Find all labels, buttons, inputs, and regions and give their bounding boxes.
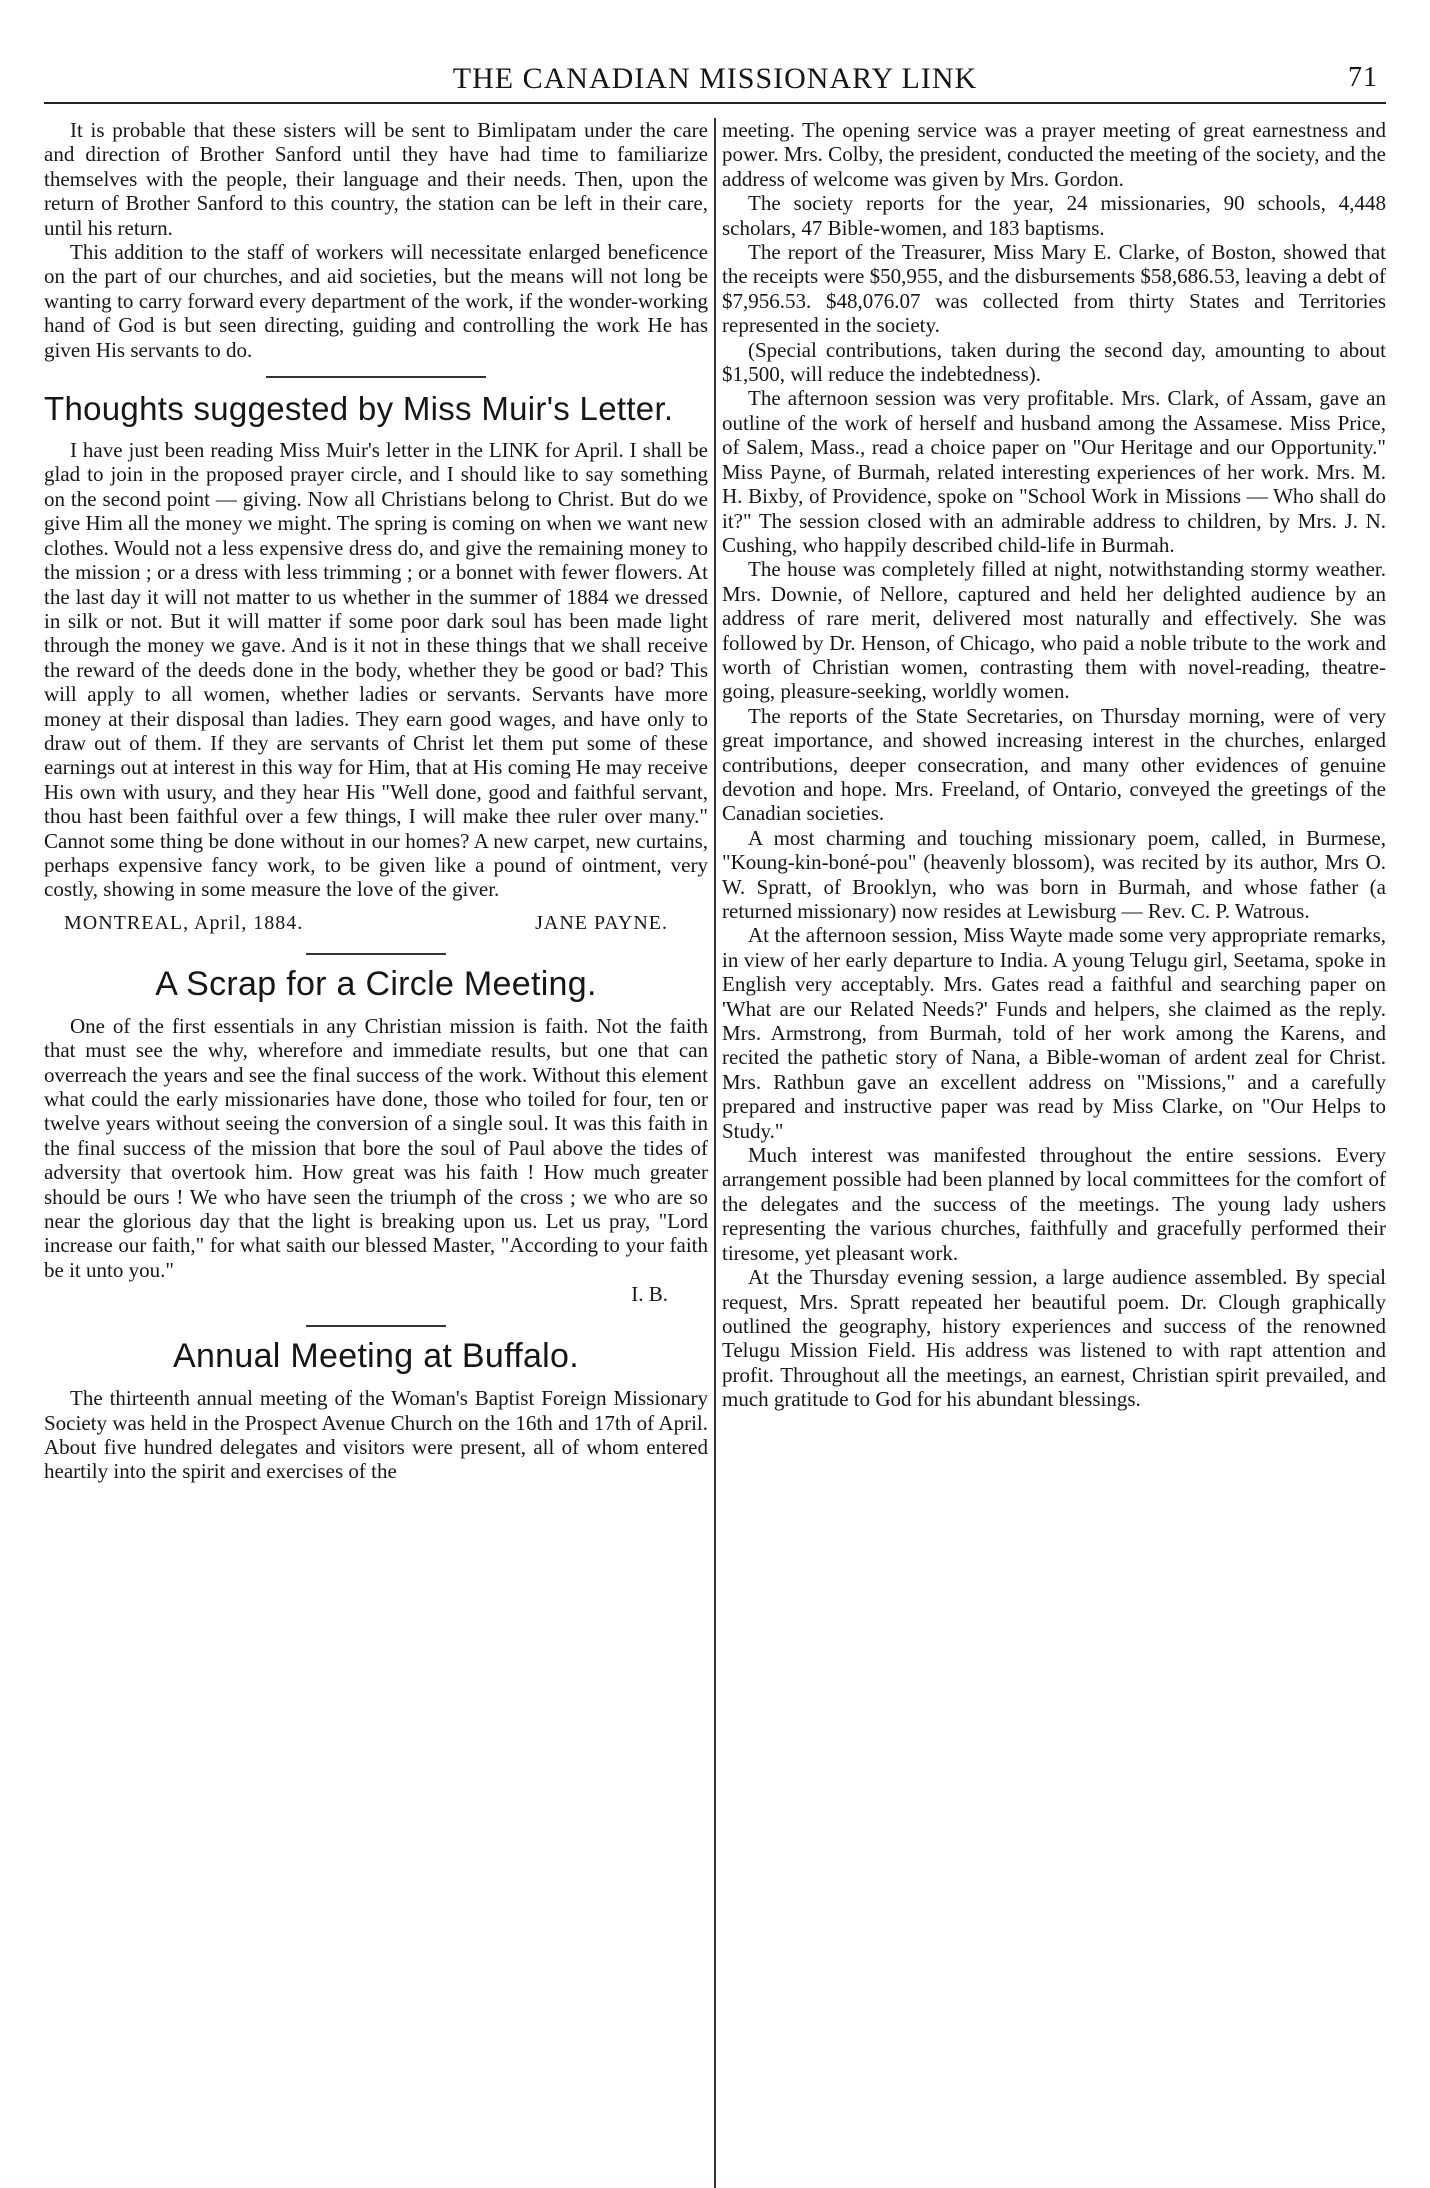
page-header <box>44 62 1386 104</box>
annual-meeting-title: Annual Meeting at Buffalo. <box>172 1337 579 1376</box>
scrap-article-body: One of the first essentials in any Christian mission is faith. Not the faith that must see the why, wherefore and immediate results, but one that can overreach the years and see the final success of the work. Without this element what could the early missionaries have done, those who toiled for four, ten or twelve years without seeing the conversion of a single soul. It was this faith in the final success of the mission that bore the soul of Paul above the tides of adversity that overtook him. How great was his faith ! How much greater should be ours ! We who have seen the triumph of the cross ; we who are so near the glorious day that the light is breaking upon us. Let us pray, "Lord increase our faith," for what saith our blessed Master, "According to your faith be it unto you." <box>44 1013 708 1282</box>
page-number: 71 <box>1348 62 1378 93</box>
annual-meeting-body: The thirteenth annual meeting of the Woman's Baptist Foreign Missionary Society was held in the Prospect Avenue Church on the 16th and 17th of April. About five hundred delegates and visitors were present, all of whom entered heartily into the spirit and exercises of the <box>44 1386 708 1484</box>
scrap-article-title: A Scrap for a Circle Meeting. <box>155 964 597 1003</box>
report-paragraph-2: The society reports for the year, 24 missionaries, 90 schools, 4,448 scholars, 47 Bible-women, and 183 baptisms. <box>722 191 1386 240</box>
section-divider <box>266 376 486 378</box>
thoughts-author: JANE PAYNE. <box>535 911 668 934</box>
report-paragraph-6: The house was completely filled at night, notwithstanding stormy weather. Mrs. Downie, of Nellore, captured and held her delighted audience by an address of rare merit, delivered most naturally and effectively. She was followed by Dr. Henson, of Chicago, who paid a noble tribute to the work and worth of Christian women, contrasting them with novel-reading, theatre-going, pleasure-seeking, worldly women. <box>722 557 1386 704</box>
right-column <box>722 118 1386 2188</box>
scrap-author: I. B. <box>631 1282 668 1307</box>
scrap-signature <box>44 1282 708 1307</box>
thoughts-place-date: MONTREAL, April, 1884. <box>64 911 304 934</box>
thoughts-article-title: Thoughts suggested by Miss Muir's Letter. <box>44 390 674 428</box>
column-rule <box>714 118 716 2188</box>
report-paragraph-7: The reports of the State Secretaries, on Thursday morning, were of very great importance, and showed increasing interest in the churches, enlarged contributions, deeper consecration, and many other evidences of genuine devotion and hope. Mrs. Freeland, of Ontario, conveyed the greetings of the Canadian societies. <box>722 703 1386 826</box>
thoughts-article-body: I have just been reading Miss Muir's letter in the LINK for April. I shall be glad to join in the proposed prayer circle, and I should like to say something on the second point — giving. Now all Christians belong to Christ. But do we give Him all the money we might. The spring is coming on when we want new clothes. Would not a less expensive dress do, and give the remaining money to the mission ; or a dress with less trimming ; or a bonnet with fewer flowers. At the last day it will not matter to us whether in the summer of 1884 we dressed in silk or not. But it will matter if some poor dark soul has been made light through the money we gave. And is it not in these things that we shall receive the reward of the deeds done in the body, whether they be good or bad? This will apply to all women, whether ladies or servants. Servants have more money at their disposal than ladies. They earn good wages, and have only to draw out of them. If they are servants of Christ let them put some of these earnings out at interest in this way for Him, that at His coming He may receive His own with usury, and they hear His "Well done, good and faithful servant, thou hast been faithful over a few things, I will make thee ruler over many." Cannot some thing be done without in our homes? A new carpet, new curtains, perhaps expensive fancy work, to be given like a pound of ointment, very costly, showing in some measure the love of the giver. <box>44 438 708 902</box>
intro-paragraph-1: It is probable that these sisters will be sent to Bimlipatam under the care and direction of Brother Sanford until they have had time to familiarize themselves with the people, their language and their needs. Then, upon the return of Brother Sanford to this country, the station can be left in their care, until his return. <box>44 118 708 240</box>
report-paragraph-3: The report of the Treasurer, Miss Mary E. Clarke, of Boston, showed that the receipts were $50,955, and the disbursements $58,686.53, leaving a debt of $7,956.53. $48,076.07 was collected from thirty States and Territories represented in the society. <box>722 240 1386 338</box>
intro-paragraph-2: This addition to the staff of workers will necessitate enlarged beneficence on the part of our churches, and aid societies, but the means will not long be wanting to carry forward every department of the work, if the wonder-working hand of God is but seen directing, guiding and controlling the work He has given His servants to do. <box>44 240 708 362</box>
section-divider <box>306 953 446 955</box>
report-paragraph-8: A most charming and touching missionary poem, called, in Burmese, "Koung-kin-boné-pou" (heavenly blossom), was recited by its author, Mrs O. W. Spratt, of Brooklyn, who was born in Burmah, and whose father (a returned missionary) now resides at Lewisburg — Rev. C. P. Watrous. <box>722 825 1386 923</box>
report-paragraph-4: (Special contributions, taken during the second day, amounting to about $1,500, will reduce the indebtedness). <box>722 337 1386 387</box>
report-paragraph-5: The afternoon session was very profitable. Mrs. Clark, of Assam, gave an outline of the work of herself and husband among the Assamese. Miss Price, of Salem, Mass., read a choice paper on "Our Heritage and our Opportunity." Miss Payne, of Burmah, related interesting experiences of her work. Mrs. M. H. Bixby, of Providence, spoke on "School Work in Missions — Who shall do it?" The session closed with an admirable address to children, by Mrs. J. N. Cushing, who happily described child-life in Burmah. <box>722 386 1386 557</box>
thoughts-signature <box>64 912 668 935</box>
publication-title: THE CANADIAN MISSIONARY LINK <box>452 62 978 95</box>
left-column <box>44 118 708 2188</box>
section-divider <box>306 1325 446 1327</box>
report-paragraph-11: At the Thursday evening session, a large audience assembled. By special request, Mrs. Spratt repeated her beautiful poem. Dr. Clough graphically outlined the geography, history experiences and success of the renowned Telugu Mission Field. His address was listened to with rapt attention and profit. Throughout all the meetings, an earnest, Christian spirit prevailed, and much gratitude to God for his abundant blessings. <box>722 1265 1386 1412</box>
report-paragraph-9: At the afternoon session, Miss Wayte made some very appropriate remarks, in view of her early departure to India. A young Telugu girl, Seetama, spoke in English very acceptably. Mrs. Gates read a faithful and searching paper on 'What are our Related Needs?' Funds and helpers, she claimed as the reply. Mrs. Armstrong, from Burmah, told of her work among the Karens, and recited the pathetic story of Nana, a Bible-woman of ardent zeal for Christ. Mrs. Rathbun gave an excellent address on "Missions," and a carefully prepared and instructive paper was read by Miss Clarke, on "Our Helps to Study." <box>722 923 1386 1143</box>
report-paragraph-10: Much interest was manifested throughout the entire sessions. Every arrangement possible had been planned by local committees for the comfort of the delegates and the success of the meetings. The young lady ushers representing the various churches, faithfully and gracefully performed their tiresome, yet pleasant work. <box>722 1143 1386 1265</box>
report-paragraph-1: meeting. The opening service was a prayer meeting of great earnestness and power. Mrs. Colby, the president, conducted the meeting of the society, and the address of welcome was given by Mrs. Gordon. <box>722 118 1386 191</box>
columns <box>44 118 1386 2188</box>
